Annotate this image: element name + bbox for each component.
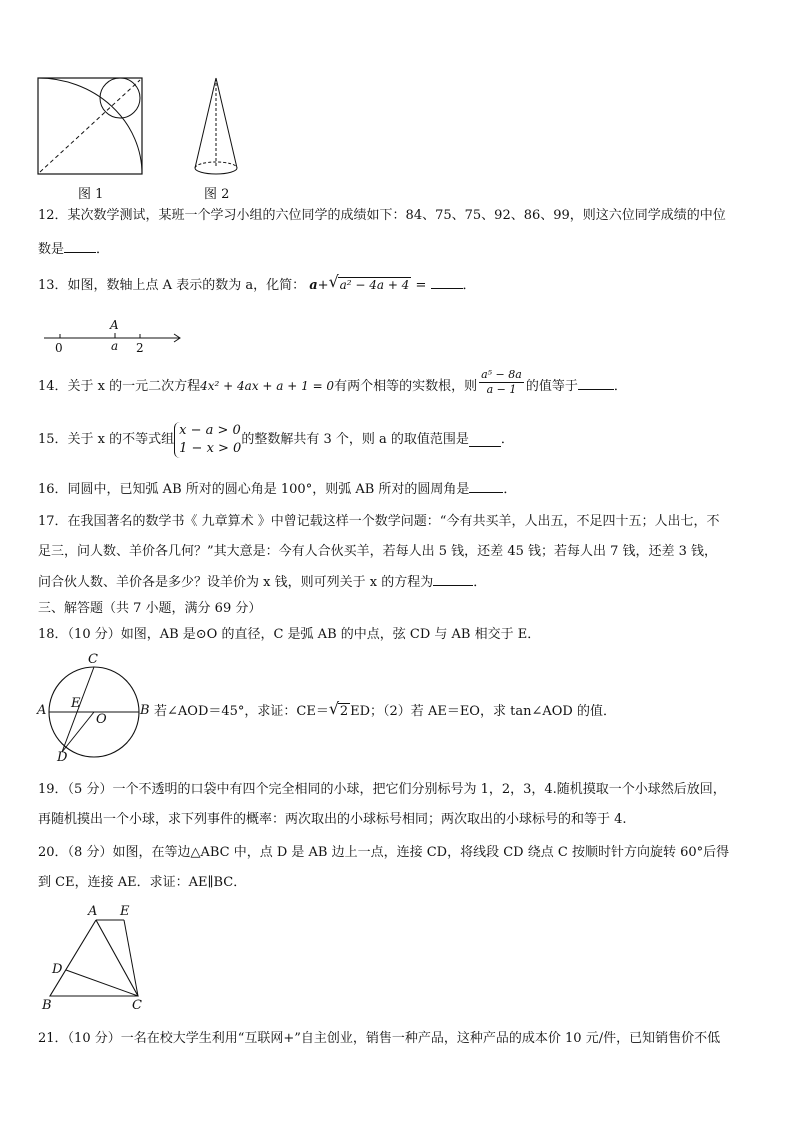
q13-number-line	[40, 318, 190, 358]
q18-part1-suffix: ED；（2）若 AE＝EO，求 tan∠AOD 的值．	[350, 704, 616, 719]
q13-radicand: a² − 4a + 4	[339, 278, 410, 292]
q14-answer-blank	[578, 377, 614, 390]
q14-line: 14．关于 x 的一元二次方程4x² + 4ax + a + 1 = 0有两个相等的实数根，则 $\frac{\text{a⁵ − 8a}}{a - 1}$ 的值等于 ．	[38, 368, 627, 396]
q15-answer-blank	[469, 434, 501, 447]
q15-text-suffix: 的整数解共有 3 个，则 a 的取值范围是	[241, 432, 469, 447]
q20-figure	[38, 904, 158, 1016]
q15-ineq2: 1 − x > 0	[179, 441, 242, 456]
number-line-zero: 0	[55, 341, 63, 355]
q14-frac-den: a − 1	[486, 383, 517, 396]
q18-label-o: O	[96, 712, 107, 727]
q17-line3-text: 问合伙人数、羊价各是多少？设羊价为 x 钱，则可列关于 x 的方程为	[38, 575, 434, 590]
figure-2	[192, 76, 242, 180]
q12-line2-text: 数是	[38, 242, 65, 257]
q16-line: 16．同圆中，已知弧 AB 所对的圆心角是 100°，则弧 AB 所对的圆周角是 ．	[38, 482, 517, 497]
q15-line: 15．关于 x 的不等式组 x − a > 0 1 − x > 0 的整数解共有 3 个，则 a 的取值范围是 ．	[38, 423, 514, 456]
q14-equation: 4x² + 4ax + a + 1 = 0	[200, 379, 335, 393]
q13-expr-plus: +	[317, 278, 329, 293]
q14-text-suffix: 的值等于	[525, 379, 578, 394]
number-line-point-a: A	[110, 318, 119, 332]
q13-sqrt	[328, 272, 412, 295]
q13-line: 13．如图，数轴上点 A 表示的数为 a，化简： a+ √ a² − 4a + 4 = ．	[38, 272, 476, 293]
q18-part1-text: 若∠AOD＝45°，求证：CE＝	[154, 704, 329, 719]
q13-answer-blank	[431, 276, 463, 289]
sqrt-sign-icon: √	[328, 699, 340, 718]
q18-line1: 18．（10 分）如图，AB 是⊙O 的直径，C 是弧 AB 的中点，弦 CD 与 AB 相交于 E．	[38, 627, 541, 642]
q13-equals: =	[415, 278, 427, 293]
figure-2-drawing	[192, 76, 242, 180]
q17-line3: 问合伙人数、羊价各是多少？设羊价为 x 钱，则可列关于 x 的方程为 ．	[38, 575, 487, 590]
figure-1-drawing	[36, 76, 148, 180]
number-line-two: 2	[136, 341, 144, 355]
q18-figure	[36, 652, 156, 768]
figure-1	[36, 76, 148, 180]
number-line-a: a	[111, 339, 119, 353]
q18-label-a: A	[37, 703, 47, 718]
sqrt-sign-icon: √	[328, 272, 339, 291]
q13-text: 13．如图，数轴上点 A 表示的数为 a，化简：	[38, 278, 306, 293]
q18-sqrt2	[328, 699, 350, 721]
figure-1-caption: 图 1	[78, 187, 104, 202]
q20-label-e: E	[120, 904, 130, 919]
q18-label-b: B	[140, 703, 150, 718]
q14-text-prefix: 14．关于 x 的一元二次方程	[38, 379, 201, 394]
q17-line2: 足三，问人数、羊价各几何？”其大意是：今有人合伙买羊，若每人出 5 钱，还差 45 钱；若每人出 7 钱，还差 3 钱，	[38, 544, 718, 559]
q18-sqrt2-radicand: 2	[339, 704, 349, 719]
q15-ineq1: x − a > 0	[179, 423, 241, 438]
q14-frac-num: a⁵ − 8a	[481, 368, 522, 381]
q17-line1: 17．在我国著名的数学书《 九章算术 》中曾记载这样一个数学问题：“今有共买羊，人出五，不足四十五；人出七，不	[38, 514, 720, 529]
q19-line1: 19．（5 分）一个不透明的口袋中有四个完全相同的小球，把它们分别标号为 1，2，3，4.随机摸取一个小球然后放回，	[38, 782, 726, 797]
q20-label-c: C	[132, 998, 142, 1013]
q16-text: 16．同圆中，已知弧 AB 所对的圆心角是 100°，则弧 AB 所对的圆周角是	[38, 482, 470, 497]
q18-label-c: C	[88, 652, 98, 667]
q15-text-prefix: 15．关于 x 的不等式组	[38, 432, 175, 447]
q15-inequality-system	[174, 422, 241, 458]
q14-fraction	[479, 368, 524, 397]
q20-line2: 到 CE，连接 AE．求证：AE∥BC．	[38, 875, 247, 890]
figure-2-caption: 图 2	[204, 187, 230, 202]
q12-line2: 数是 ．	[38, 242, 110, 257]
q18-label-e: E	[71, 696, 81, 711]
q16-answer-blank	[469, 480, 503, 493]
q19-line2: 再随机摸出一个小球，求下列事件的概率：两次取出的小球标号相同；两次取出的小球标号的和等于 4.	[38, 812, 627, 827]
q20-label-b: B	[42, 998, 52, 1013]
q20-label-a: A	[88, 904, 98, 919]
q21-line1: 21．（10 分）一名在校大学生利用“互联网+”自主创业，销售一种产品，这种产品的成本价 10 元/件，已知销售价不低	[38, 1031, 721, 1046]
q12-answer-blank	[64, 240, 96, 253]
q13-expr-a: a	[309, 278, 318, 293]
q20-label-d: D	[52, 962, 63, 977]
q12-line1: 12．某次数学测试，某班一个学习小组的六位同学的成绩如下：84、75、75、92、86、99，则这六位同学成绩的中位	[38, 208, 726, 223]
q20-line1: 20．（8 分）如图，在等边△ABC 中，点 D 是 AB 边上一点，连接 CD，将线段 CD 绕点 C 按顺时针方向旋转 60°后得	[38, 845, 730, 860]
section-3-heading: 三、解答题（共 7 小题，满分 69 分）	[38, 601, 262, 616]
q18-label-d: D	[57, 750, 68, 765]
q18-circle-drawing	[36, 652, 156, 768]
q14-text-middle: 有两个相等的实数根，则	[334, 379, 478, 394]
q17-answer-blank	[433, 573, 473, 586]
q18-part1	[154, 699, 616, 721]
